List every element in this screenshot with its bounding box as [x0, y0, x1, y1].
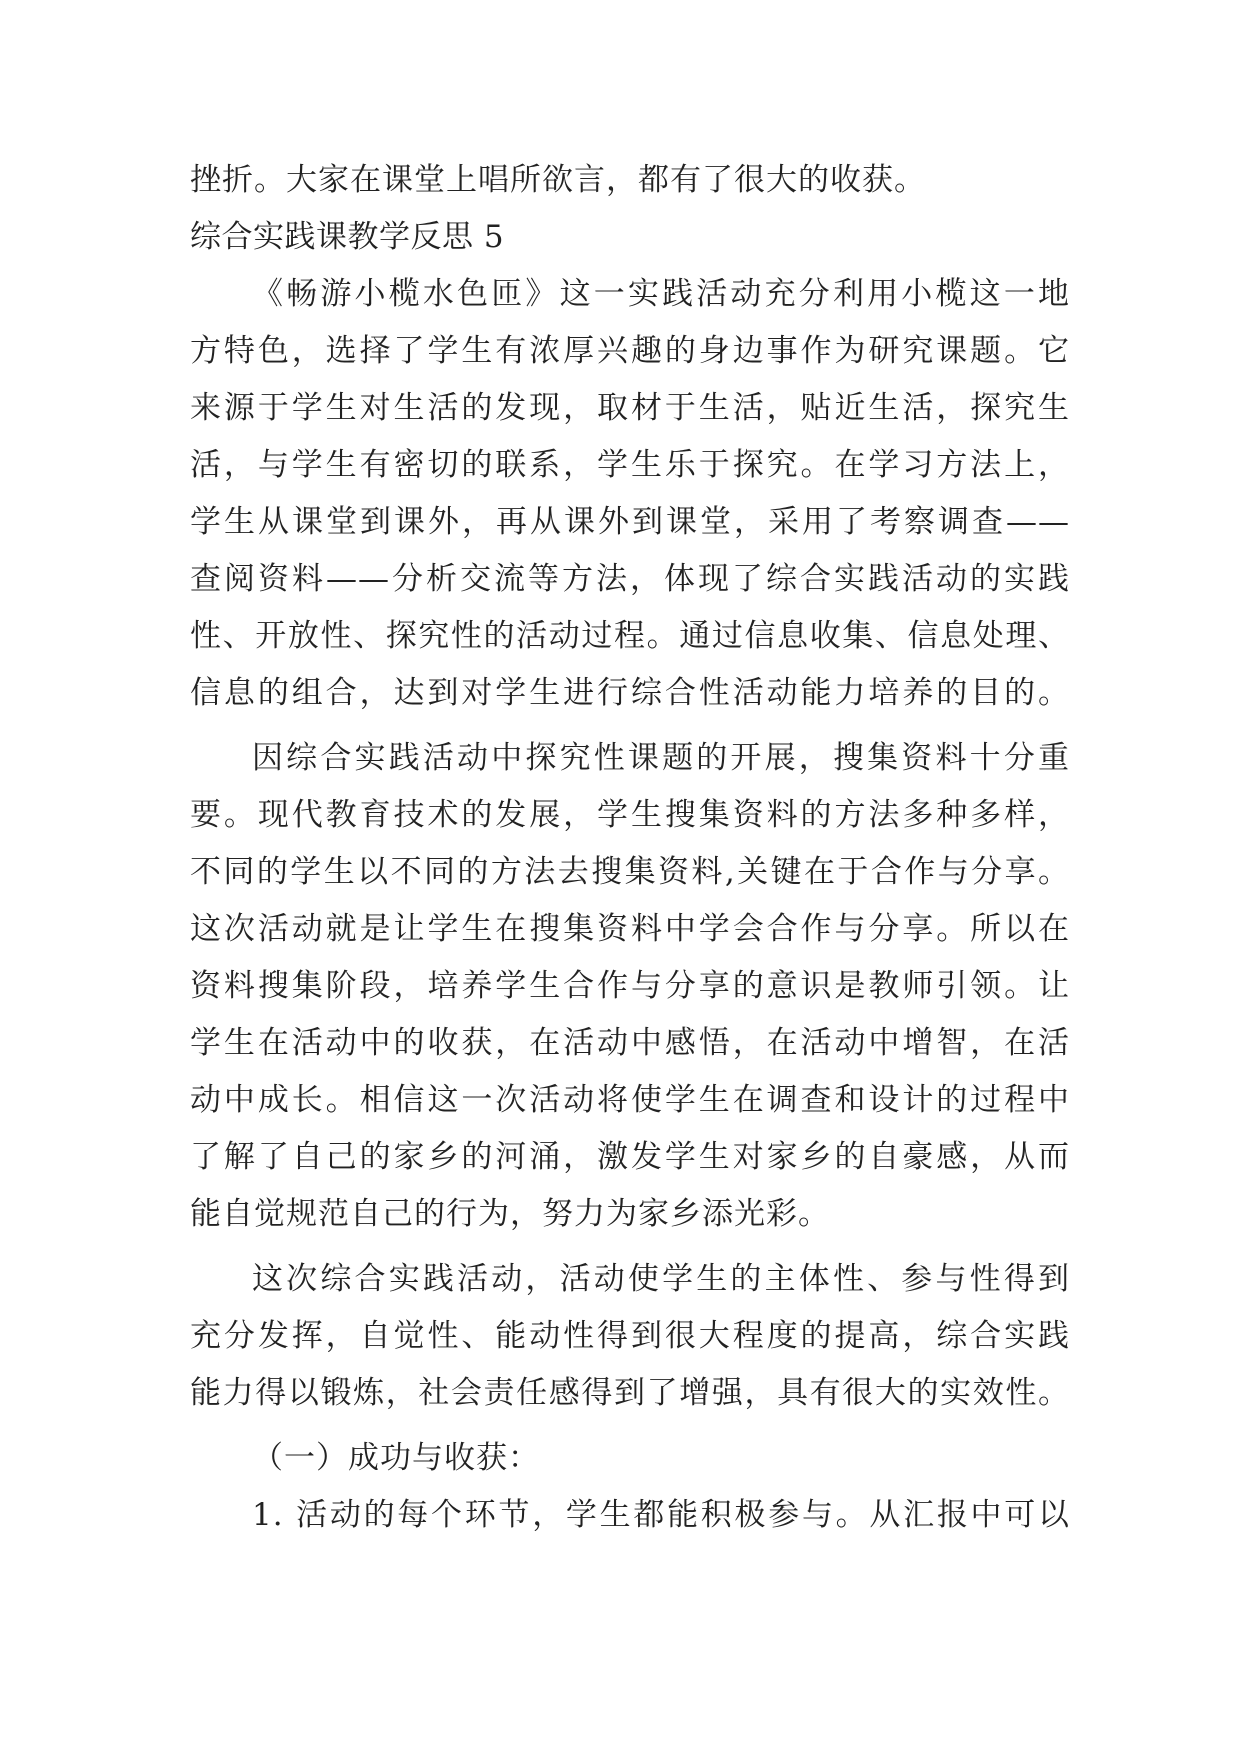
paragraph-line: 要。现代教育技术的发展，学生搜集资料的方法多种多样，	[190, 797, 1070, 833]
subsection-heading: （一）成功与收获：	[252, 1440, 540, 1476]
paragraph-line: 挫折。大家在课堂上唱所欲言，都有了很大的收获。	[190, 162, 926, 198]
section-heading: 综合实践课教学反思 5	[190, 219, 505, 255]
paragraph-line: 能自觉规范自己的行为，努力为家乡添光彩。	[190, 1196, 830, 1232]
paragraph-line: 能力得以锻炼，社会责任感得到了增强，具有很大的实效性。	[190, 1375, 1070, 1411]
paragraph-line: 充分发挥，自觉性、能动性得到很大程度的提高，综合实践	[190, 1318, 1070, 1354]
paragraph-line: 来源于学生对生活的发现，取材于生活，贴近生活，探究生	[190, 390, 1070, 426]
paragraph-line: 方特色，选择了学生有浓厚兴趣的身边事作为研究课题。它	[190, 333, 1070, 369]
paragraph-line: 信息的组合，达到对学生进行综合性活动能力培养的目的。	[190, 675, 1070, 711]
paragraph-line: 学生在活动中的收获，在活动中感悟，在活动中增智，在活	[190, 1025, 1070, 1061]
paragraph-line: 动中成长。相信这一次活动将使学生在调查和设计的过程中	[190, 1082, 1070, 1118]
paragraph-line: 学生从课堂到课外，再从课外到课堂，采用了考察调查——	[190, 504, 1070, 540]
paragraph-line: 活，与学生有密切的联系，学生乐于探究。在学习方法上，	[190, 447, 1070, 483]
paragraph-line: 这次综合实践活动，活动使学生的主体性、参与性得到	[252, 1261, 1070, 1297]
document-body	[190, 152, 1070, 1544]
paragraph-line: 不同的学生以不同的方法去搜集资料,关键在于合作与分享。	[190, 854, 1070, 890]
paragraph-line: 《畅游小榄水色匝》这一实践活动充分利用小榄这一地	[252, 276, 1070, 312]
paragraph-line: 因综合实践活动中探究性课题的开展，搜集资料十分重	[252, 740, 1070, 776]
paragraph-line: 这次活动就是让学生在搜集资料中学会合作与分享。所以在	[190, 911, 1070, 947]
paragraph-line: 1. 活动的每个环节，学生都能积极参与。从汇报中可以	[252, 1497, 1070, 1533]
paragraph-line: 了解了自己的家乡的河涌，激发学生对家乡的自豪感，从而	[190, 1139, 1070, 1175]
paragraph-line: 查阅资料——分析交流等方法，体现了综合实践活动的实践	[190, 561, 1070, 597]
paragraph-line: 资料搜集阶段，培养学生合作与分享的意识是教师引领。让	[190, 968, 1070, 1004]
paragraph-line: 性、开放性、探究性的活动过程。通过信息收集、信息处理、	[190, 618, 1070, 654]
